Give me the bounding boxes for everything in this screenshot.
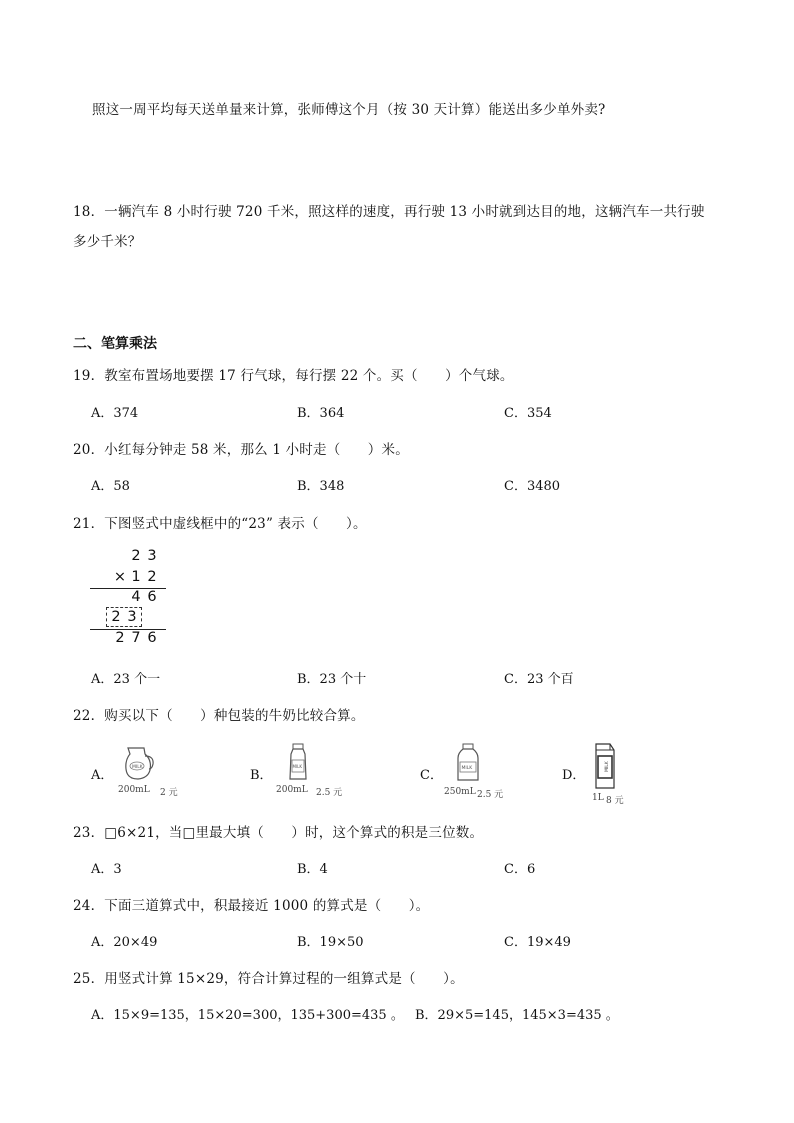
q22-text: 22．购买以下（ ）种包装的牛奶比较合算。 (73, 708, 365, 724)
q25-option-b[interactable]: B．29×5=145，145×3=435 。 (415, 1008, 619, 1023)
q21-option-a[interactable]: A．23 个一 (91, 672, 161, 687)
times-sign: × (113, 569, 127, 585)
vertical-row-partial2 (104, 607, 156, 627)
q18-text-line2: 多少千米？ (73, 234, 142, 250)
milk-bottle-icon (284, 742, 312, 782)
q21-option-c[interactable]: C．23 个百 (504, 672, 574, 687)
q20-option-a[interactable]: A．58 (91, 479, 130, 494)
q21-text: 21．下图竖式中虚线框中的“23” 表示（ ）。 (73, 516, 367, 532)
q20-option-b[interactable]: B．348 (297, 479, 345, 494)
q24-option-b[interactable]: B．19×50 (297, 935, 364, 950)
digit: 1 (131, 569, 141, 585)
vertical-row-multiplicand (112, 546, 160, 566)
milk-label: MILK (461, 766, 473, 771)
q24-option-c[interactable]: C．19×49 (504, 935, 571, 950)
digit: 4 (131, 589, 141, 605)
q23-option-b[interactable]: B．4 (297, 862, 328, 877)
q24-option-a[interactable]: A．20×49 (91, 935, 158, 950)
digit: 3 (147, 548, 157, 564)
q22-option-d-price: 8 元 (606, 796, 624, 806)
q22-option-a-size: 200mL (118, 785, 150, 795)
milk-label: MILK (605, 761, 610, 772)
q22-option-b-letter[interactable]: B． (250, 768, 273, 783)
digit: 2 (115, 630, 125, 646)
q19-option-a[interactable]: A．374 (91, 406, 139, 421)
vertical-row-multiplier (112, 567, 160, 587)
q19-option-b[interactable]: B．364 (297, 406, 345, 421)
q22-option-d-size: 1L (592, 793, 604, 803)
q22-option-c-price: 2.5 元 (477, 790, 504, 800)
digit: 2 (147, 569, 157, 585)
milk-carton-bottle-icon (452, 742, 484, 784)
q25-text: 25．用竖式计算 15×29，符合计算过程的一组算式是（ ）。 (73, 971, 464, 987)
q22-option-a-letter[interactable]: A． (91, 768, 114, 783)
q17-continuation: 照这一周平均每天送单量来计算，张师傅这个月（按 30 天计算）能送出多少单外卖? (92, 102, 606, 118)
milk-carton-icon (590, 740, 620, 792)
digit: 2 (131, 548, 141, 564)
q20-option-c[interactable]: C．3480 (504, 479, 561, 494)
vertical-row-partial1 (112, 587, 160, 607)
vertical-row-product (112, 628, 160, 648)
q22-option-c-letter[interactable]: C． (420, 768, 443, 783)
digit: 6 (147, 589, 157, 605)
q22-option-d-letter[interactable]: D． (562, 768, 586, 783)
section-title: 二、笔算乘法 (73, 336, 157, 352)
q19-option-c[interactable]: C．354 (504, 406, 552, 421)
digit: 6 (147, 630, 157, 646)
q18-text-line1: 18．一辆汽车 8 小时行驶 720 千米，照这样的速度，再行驶 13 小时就到达目的地，这辆汽车一共行驶 (73, 204, 705, 220)
q19-text: 19．教室布置场地要摆 17 行气球，每行摆 22 个。买（ ）个气球。 (73, 368, 514, 384)
q22-option-b-price: 2.5 元 (316, 788, 343, 798)
q24-text: 24．下面三道算式中，积最接近 1000 的算式是（ ）。 (73, 898, 430, 914)
q22-option-c-size: 250mL (444, 787, 476, 797)
milk-jug-icon (118, 742, 158, 782)
milk-label: MILK (132, 765, 143, 770)
q20-text: 20．小红每分钟走 58 米，那么 1 小时走（ ）米。 (73, 442, 409, 458)
q23-option-c[interactable]: C．6 (504, 862, 536, 877)
q22-option-a-price: 2 元 (160, 788, 178, 798)
q23-option-a[interactable]: A．3 (91, 862, 122, 877)
q21-option-b[interactable]: B．23 个十 (297, 672, 367, 687)
digit: 2 (111, 609, 121, 625)
q23-text: 23．□6×21，当□里最大填（ ）时，这个算式的积是三位数。 (73, 825, 484, 841)
q22-option-b-size: 200mL (276, 785, 308, 795)
vertical-multiplication (88, 546, 168, 648)
digit: 3 (127, 609, 137, 625)
digit: 7 (131, 630, 141, 646)
q25-option-a[interactable]: A．15×9=135，15×20=300，135+300=435 。 (91, 1008, 404, 1023)
milk-label: MILK (292, 764, 302, 769)
